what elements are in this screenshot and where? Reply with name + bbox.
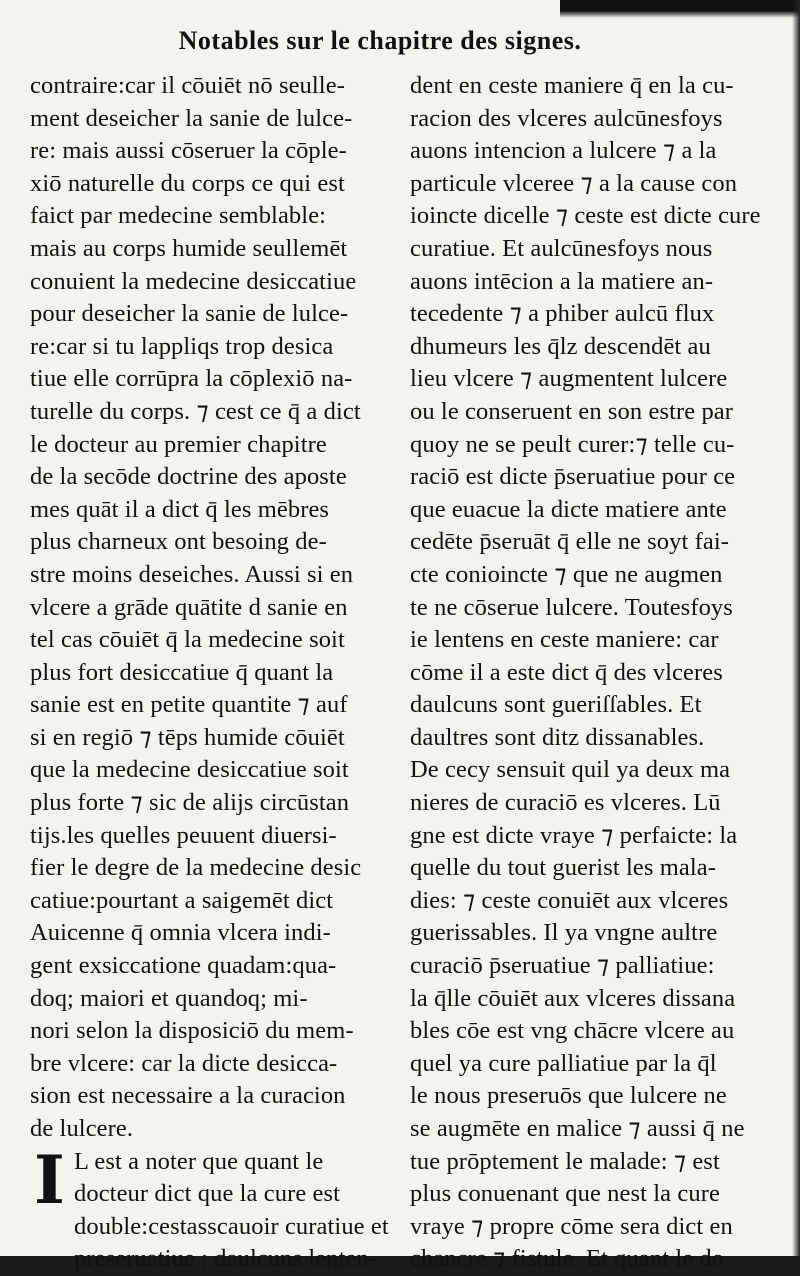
text-line: si en regiō ⁊ tēps humide cōuiēt [30,723,345,751]
text-line: re:car si tu lappliqs trop desica [30,332,334,360]
text-line: racion des vlceres aulcūnesfoys [410,104,723,132]
text-line: doq; maiori et quandoq; mi- [30,984,308,1012]
text-line: ou le conseruent en son estre par [410,397,734,425]
text-line: ie lentens en ceste maniere: car [410,626,719,654]
text-line: double:cestasscauoir curatiue et [74,1212,389,1240]
text-line: de lulcere. [30,1115,134,1142]
left-column [30,70,402,1276]
text-line: re: mais aussi cōseruer la cōple- [30,137,347,165]
text-line: tue prōptement le malade: ⁊ est [410,1147,720,1175]
text-line: tel cas cōuiēt q̄ la medecine soit [30,626,345,654]
text-line: fier le degre de la medecine desic [30,854,362,882]
text-line: quoy ne se peult curer:⁊ telle cu- [410,430,735,458]
text-line: tecedente ⁊ a phiber aulcū flux [410,300,715,328]
dropcap-paragraph [30,1140,402,1276]
running-head: Notables sur le chapitre des signes. [178,26,582,55]
text-line: L est a noter que quant le [74,1147,324,1175]
text-line: sion est necessaire a la curacion [30,1082,346,1110]
text-line: conuient la medecine desiccatiue [30,267,357,295]
text-line: guerissables. Il ya vngne aultre [410,919,718,947]
text-line: plus fort desiccatiue q̄ quant la [30,658,334,686]
text-line: catiue:pourtant a saigemēt dict [30,886,334,914]
text-line: auons intēcion a la matiere an- [410,267,714,295]
text-line: quel ya cure palliatiue par la q̄l [410,1049,717,1077]
text-line: vraye ⁊ propre cōme sera dict en [410,1212,733,1240]
text-line: de la secōde doctrine des aposte [30,463,347,491]
text-line: vlcere a grāde quātite d sanie en [30,593,348,621]
text-line: te ne cōserue lulcere. Toutesfoys [410,593,733,621]
text-line: daultres sont ditz dissanables. [410,723,705,751]
text-line: nori selon la disposiciō du mem- [30,1017,354,1045]
text-line: tiue elle corrūpra la cōplexiō na- [30,365,353,393]
text-line: la q̄lle cōuiēt aux vlceres dissana [410,984,736,1012]
text-line: De cecy sensuit quil ya deux ma [410,756,731,784]
text-line: pour deseicher la sanie de lulce- [30,300,349,328]
text-line: ioincte dicelle ⁊ ceste est dicte cure [410,202,761,230]
text-line: sanie est en petite quantite ⁊ auf [30,691,348,719]
text-line: le docteur au premier chapitre [30,430,327,458]
text-line: Auicenne q̄ omnia vlcera indi- [30,919,331,947]
text-line: dent en ceste maniere q̄ en la cu- [410,72,734,99]
text-line: xiō naturelle du corps ce qui est [30,169,345,197]
text-line: plus forte ⁊ sic de alijs circūstan [30,789,350,817]
text-line: curaciō p̄seruatiue ⁊ palliatiue: [410,952,715,980]
text-line: contraire:car il cōuiēt nō seulle- [30,72,345,99]
right-column [410,70,770,1276]
text-line: raciō est dicte p̄seruatiue pour ce [410,463,736,491]
text-line: bre vlcere: car la dicte desicca- [30,1049,338,1077]
text-line: mes quāt il a dict q̄ les mēbres [30,495,330,523]
text-line: dies: ⁊ ceste conuiēt aux vlceres [410,886,729,914]
text-line: gne est dicte vraye ⁊ perfaicte: la [410,821,738,849]
text-line: le nous preseruōs que lulcere ne [410,1082,727,1110]
text-line: daulcuns sont gueriſſables. Et [410,691,702,719]
right-column-lines [410,70,770,1276]
left-column-lines [30,70,402,1146]
dropcap-initial: I [34,1140,65,1219]
text-line: auons intencion a lulcere ⁊ a la [410,137,717,165]
text-line: nieres de curaciō es vlceres. Lū [410,789,721,817]
text-line: docteur dict que la cure est [74,1180,341,1208]
text-line: preseruatiue : daulcuns lenten- [74,1245,378,1273]
text-line: que euacue la dicte matiere ante [410,495,727,523]
page-edge-shadow-right [792,0,800,1256]
text-line: plus charneux ont besoing de- [30,528,327,556]
text-line: lieu vlcere ⁊ augmentent lulcere [410,365,728,393]
text-line: cōme il a este dict q̄ des vlceres [410,658,723,686]
text-line: bles cōe est vng chācre vlcere au [410,1017,735,1045]
text-line: dhumeurs les q̄lz descendēt au [410,332,711,360]
text-line: plus conuenant que nest la cure [410,1180,720,1208]
text-line: se augmēte en malice ⁊ aussi q̄ ne [410,1115,745,1142]
text-line: chancre ⁊ fistule. Et quant le do [410,1245,725,1273]
text-line: mais au corps humide seullemēt [30,234,348,262]
text-line: particule vlceree ⁊ a la cause con [410,169,738,197]
text-line: cte conioincte ⁊ que ne augmen [410,560,723,588]
page-edge-shadow-top [560,0,800,18]
text-line: tijs.les quelles peuuent diuersi- [30,821,337,849]
text-line: que la medecine desiccatiue soit [30,756,349,784]
text-line: faict par medecine semblable: [30,202,327,230]
text-line: cedēte p̄seruāt q̄ elle ne soyt fai- [410,528,730,556]
text-line: ment deseicher la sanie de lulce- [30,104,353,132]
text-line: gent exsiccatione quadam:qua- [30,952,337,980]
text-line: quelle du tout guerist les mala- [410,854,716,882]
text-line: stre moins deseiches. Aussi si en [30,560,354,588]
text-line: curatiue. Et aulcūnesfoys nous [410,234,713,262]
dropcap-paragraph-lines [30,1140,402,1276]
text-line: turelle du corps. ⁊ cest ce q̄ a dict [30,397,361,425]
